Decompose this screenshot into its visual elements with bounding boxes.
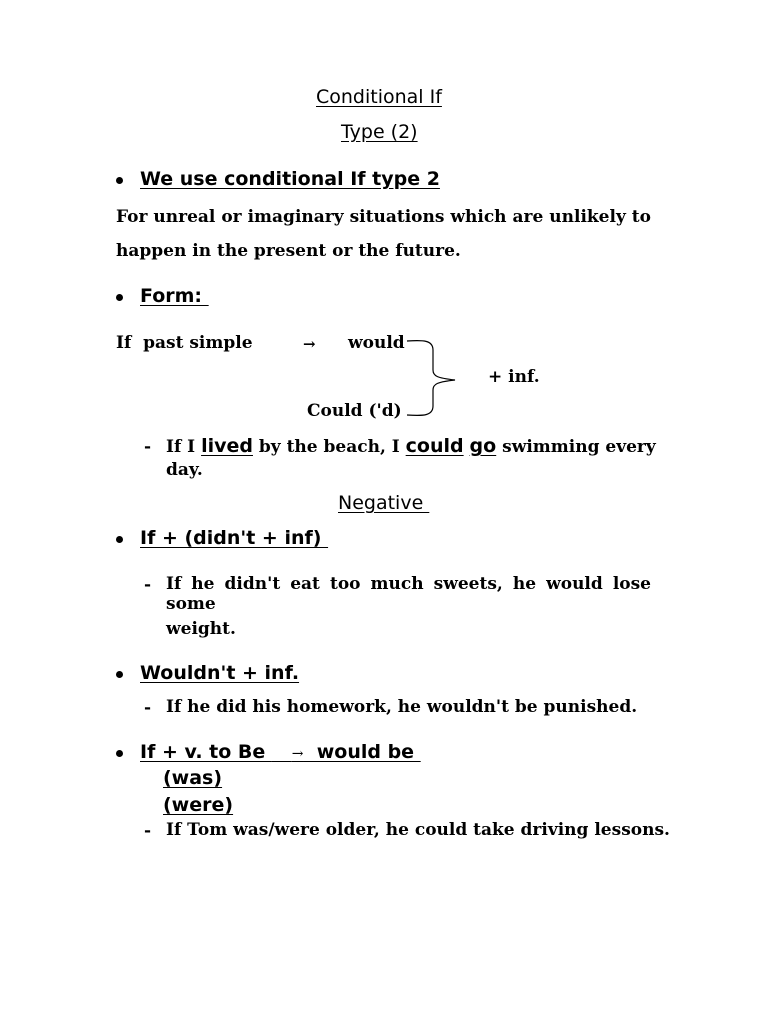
- example-text: by the beach, I: [252, 437, 406, 457]
- form-example-line-2: day.: [166, 460, 203, 480]
- page-title: Conditional If: [316, 86, 442, 108]
- tobe-was: (was): [163, 767, 223, 789]
- list-dash: -: [144, 698, 152, 718]
- example-verb-could: could: [405, 435, 464, 457]
- bullet-icon: [116, 536, 123, 543]
- bullet-icon: [116, 671, 123, 678]
- tobe-example: If Tom was/were older, he could take driving lessons.: [166, 820, 670, 840]
- example-text: swimming every: [496, 437, 656, 457]
- negative-example-2: If he did his homework, he wouldn't be punished.: [166, 697, 638, 717]
- usage-paragraph-line-1: For unreal or imaginary situations which are unlikely to: [116, 207, 651, 227]
- section-heading-usage: We use conditional If type 2: [140, 168, 440, 190]
- form-example-line-1: [166, 435, 656, 457]
- negative-heading: Negative: [338, 492, 430, 514]
- usage-paragraph-line-2: happen in the present or the future.: [116, 241, 461, 261]
- curly-brace-icon: [405, 336, 465, 420]
- form-if-clause: If past simple: [116, 333, 253, 353]
- negative-example-1-line-1: If he didn't eat too much sweets, he would lose some: [166, 574, 651, 614]
- tobe-were: (were): [163, 794, 234, 816]
- negative-example-1-line-2: weight.: [166, 619, 236, 639]
- page-subtitle: Type (2): [341, 121, 418, 143]
- negative-rule-1: If + (didn't + inf): [140, 527, 329, 549]
- example-verb-go: go: [469, 435, 497, 457]
- negative-rule-2: Wouldn't + inf.: [140, 662, 300, 684]
- example-verb-lived: lived: [201, 435, 253, 457]
- form-would: would: [348, 333, 405, 353]
- bullet-icon: [116, 177, 123, 184]
- tobe-rule-left: If + v. to Be: [140, 741, 272, 763]
- bullet-icon: [116, 294, 123, 301]
- tobe-rule: [140, 741, 421, 763]
- arrow-icon: →: [303, 335, 316, 353]
- form-plus-inf: + inf.: [488, 367, 540, 387]
- arrow-icon: →: [291, 746, 304, 762]
- list-dash: -: [144, 437, 152, 457]
- list-dash: -: [144, 575, 152, 595]
- example-text: If I: [166, 437, 202, 457]
- bullet-icon: [116, 750, 123, 757]
- tobe-rule-right: would be: [303, 741, 421, 763]
- section-heading-form: Form:: [140, 285, 209, 307]
- form-could: Could ('d): [307, 401, 402, 421]
- list-dash: -: [144, 821, 152, 841]
